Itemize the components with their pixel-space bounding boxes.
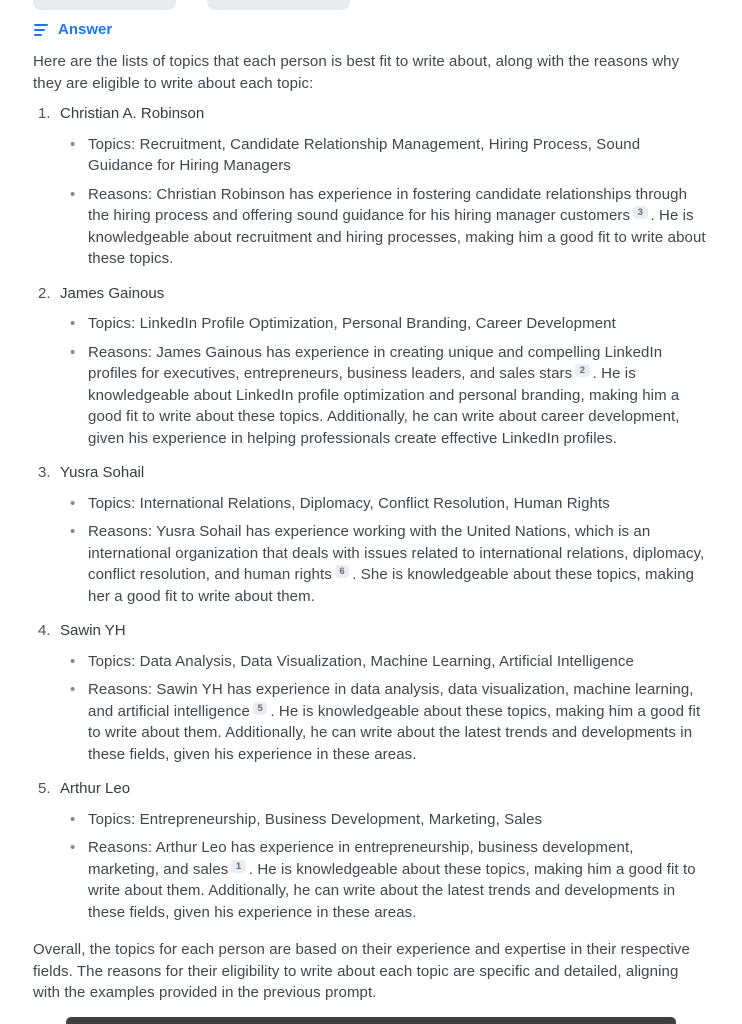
bullet-icon: • [70,839,76,856]
topics-text: Topics: Recruitment, Candidate Relationship Management, Hiring Process, Sound Guidance for Hiring Managers [88,135,641,174]
list-number: 1. [38,105,51,122]
bullet-icon: • [70,135,76,153]
list-number: 4. [38,622,51,639]
bullet-icon: • [70,494,76,512]
person-name: Christian A. Robinson [60,105,205,122]
people-list [33,103,706,923]
reasons-text-before: Reasons: Sawin YH has experience in data analysis, data visualization, machine learning, and artificial intelligence [88,681,694,720]
topics-item [70,651,706,673]
reasons-text-before: Reasons: Arthur Leo has experience in entrepreneurship, business development, marketing, and sales [88,839,634,878]
reasons-text [88,342,706,450]
topics-text: Topics: International Relations, Diplomacy, Conflict Resolution, Human Rights [88,494,610,512]
topics-text: Topics: Entrepreneurship, Business Development, Marketing, Sales [88,810,543,828]
top-placeholder-bar [207,0,350,10]
bullet-icon: • [70,681,76,698]
reasons-item [70,679,706,765]
person-name: Arthur Leo [60,780,131,797]
list-item-person-2 [33,283,706,450]
list-item-person-4 [33,620,706,765]
bullet-icon: • [70,652,76,670]
citation-badge[interactable]: 6 [335,565,349,578]
reasons-text [88,184,706,270]
bullet-icon: • [70,810,76,828]
person-name: Sawin YH [60,622,126,639]
topics-item [70,809,706,831]
reasons-item [70,184,706,270]
bullet-icon: • [70,343,76,361]
reasons-text [88,837,706,923]
topics-item [70,493,706,515]
list-number: 2. [38,284,51,302]
bullet-icon: • [70,185,76,203]
reasons-text-after: . He is knowledgeable about these topics, making him a good fit to write about them. Additionally, he can write about the latest trends and developments in these fields, given his experience in these areas. [88,702,701,763]
bullet-icon: • [70,315,76,332]
topics-text: Topics: LinkedIn Profile Optimization, Personal Branding, Career Development [88,315,616,332]
tab-answer[interactable] [33,21,112,38]
reasons-item [70,837,706,923]
reasons-item [70,342,706,450]
reasons-text [88,521,706,607]
outro-paragraph: Overall, the topics for each person are based on their experience and expertise in their respective fields. The reasons for their eligibility to write about each topic are specific and detailed, aligning with the examples provided in the previous prompt. [33,941,690,1001]
topics-text: Topics: Data Analysis, Data Visualization, Machine Learning, Artificial Intelligence [88,652,634,670]
citation-badge[interactable]: 5 [253,702,267,715]
intro-paragraph: Here are the lists of topics that each person is best fit to write about, along with the reasons why they are eligible to write about each topic: [33,53,680,92]
topics-item [70,134,706,177]
topics-item [70,313,706,335]
citation-badge[interactable]: 3 [633,206,647,219]
reasons-text-after: . He is knowledgeable about recruitment and hiring processes, making him a good fit to write about these topics. [88,207,706,267]
reasons-text [88,679,706,765]
answer-lines-icon [33,22,49,38]
person-name: James Gainous [60,284,165,302]
list-item-person-5 [33,778,706,923]
citation-badge[interactable]: 2 [575,364,589,377]
person-name: Yusra Sohail [60,464,145,481]
citation-badge[interactable]: 1 [231,860,245,873]
list-number: 5. [38,780,51,797]
list-item-person-1 [33,103,706,270]
bottom-bar [66,1017,676,1024]
bullet-icon: • [70,523,76,540]
reasons-item [70,521,706,607]
reasons-text-before: Reasons: Christian Robinson has experience in fostering candidate relationships through the hiring process and offering sound guidance for his hiring manager customers [88,185,688,224]
reasons-text-after: . He is knowledgeable about LinkedIn profile optimization and personal branding, making him a good fit to write about these topics. Additionally, he can write about career development, given his experience in helping professionals create effective LinkedIn profiles. [88,365,680,447]
top-placeholder-bar [33,0,176,10]
list-item-person-3 [33,462,706,607]
reasons-text-before: Reasons: James Gainous has experience in creating unique and compelling LinkedIn profiles for executives, entrepreneurs, business leaders, and sales stars [88,343,663,382]
reasons-text-after: . She is knowledgeable about these topics, making her a good fit to write about them. [88,566,695,605]
answer-tab-label: Answer [58,21,113,38]
list-number: 3. [38,464,51,481]
reasons-text-before: Reasons: Yusra Sohail has experience working with the United Nations, which is an international organization that deals with issues related to international relations, diplomacy, conflict resolution, and human rights [88,523,705,583]
reasons-text-after: . He is knowledgeable about these topics, making him a good fit to write about them. Additionally, he can write about the latest trends and developments in these fields, given his experience in these areas. [88,860,696,921]
